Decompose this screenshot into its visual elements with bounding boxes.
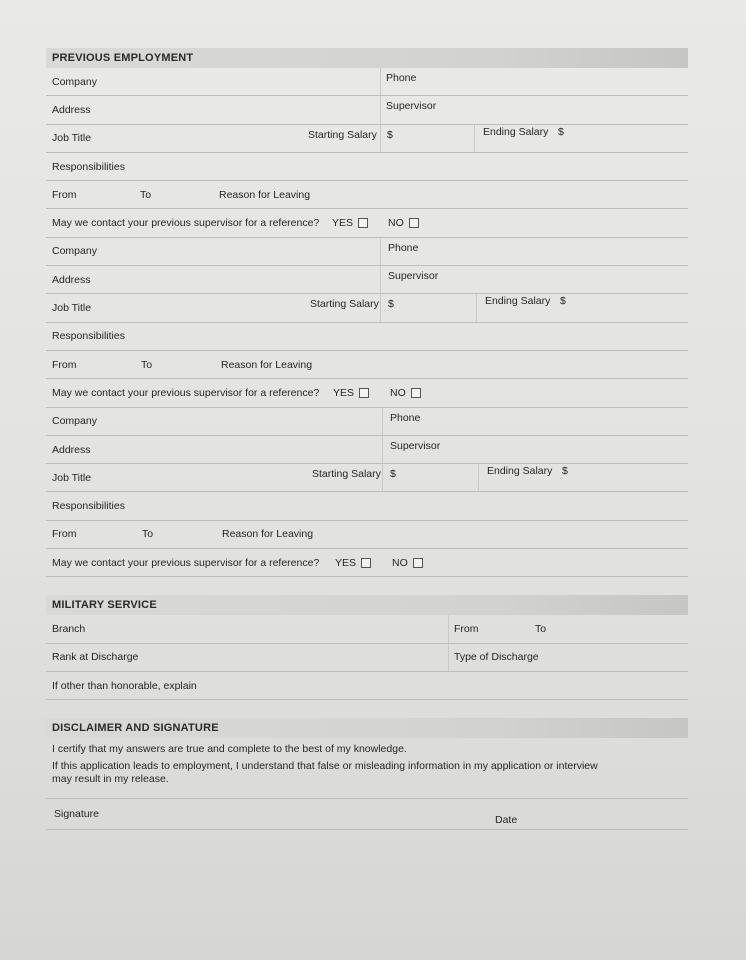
company-field[interactable]: Company <box>52 415 97 428</box>
reason-for-leaving-field[interactable]: Reason for Leaving <box>222 528 314 541</box>
from-field[interactable]: From <box>52 188 77 201</box>
divider <box>474 125 475 152</box>
yes-label: YES <box>335 556 357 569</box>
divider <box>448 615 449 642</box>
yes-label: YES <box>333 386 355 399</box>
employer-block-2 <box>46 238 688 408</box>
contact-question: May we contact your previous supervisor for a reference? <box>52 386 320 399</box>
starting-salary-label: Starting Salary <box>308 128 377 141</box>
date-field[interactable]: Date <box>495 814 518 827</box>
company-row <box>46 408 688 436</box>
starting-salary-field[interactable]: $ <box>390 468 396 481</box>
rank-row <box>46 644 688 672</box>
military-to-field[interactable]: To <box>535 622 547 635</box>
divider <box>382 464 383 491</box>
responsibilities-field[interactable]: Responsibilities <box>52 330 125 343</box>
starting-salary-field[interactable]: $ <box>388 298 394 311</box>
explain-field[interactable]: If other than honorable, explain <box>52 679 197 692</box>
military-from-field[interactable]: From <box>454 622 479 635</box>
company-row <box>46 68 688 96</box>
to-field[interactable]: To <box>141 358 153 371</box>
from-field[interactable]: From <box>52 358 77 371</box>
address-field[interactable]: Address <box>52 273 91 286</box>
divider <box>448 644 449 671</box>
company-field[interactable]: Company <box>52 75 97 88</box>
divider <box>380 125 381 152</box>
responsibilities-row <box>46 153 688 181</box>
phone-field[interactable]: Phone <box>386 72 417 84</box>
contact-row <box>46 379 688 407</box>
no-checkbox[interactable] <box>413 558 423 568</box>
starting-salary-label: Starting Salary <box>312 468 381 481</box>
certify-text: I certify that my answers are true and complete to the best of my knowledge. <box>52 743 407 756</box>
signature-field[interactable]: Signature <box>54 808 99 821</box>
ending-salary-label: Ending Salary <box>485 295 551 308</box>
branch-field[interactable]: Branch <box>52 622 86 635</box>
reason-for-leaving-field[interactable]: Reason for Leaving <box>221 358 313 371</box>
job-title-field[interactable]: Job Title <box>52 132 92 145</box>
no-option[interactable] <box>390 379 421 406</box>
responsibilities-field[interactable]: Responsibilities <box>52 160 125 173</box>
ending-salary-field[interactable]: $ <box>558 125 564 138</box>
divider <box>382 436 383 463</box>
supervisor-field[interactable]: Supervisor <box>388 270 439 283</box>
phone-field[interactable]: Phone <box>388 241 419 254</box>
military-service-header: MILITARY SERVICE <box>46 595 688 615</box>
section-spacer <box>46 700 688 718</box>
no-checkbox[interactable] <box>411 388 421 398</box>
job-title-field[interactable]: Job Title <box>52 302 92 315</box>
to-field[interactable]: To <box>140 188 152 201</box>
dates-row <box>46 351 688 379</box>
address-row <box>46 436 688 464</box>
address-field[interactable]: Address <box>52 103 91 116</box>
branch-row <box>46 615 688 643</box>
employer-block-1 <box>46 68 688 238</box>
no-label: NO <box>392 556 408 569</box>
signature-row <box>46 799 688 830</box>
job-title-row <box>46 464 688 492</box>
release-text-line2: may result in my release. <box>52 773 169 786</box>
supervisor-field[interactable]: Supervisor <box>390 439 441 452</box>
yes-option[interactable] <box>335 549 371 576</box>
starting-salary-field[interactable]: $ <box>387 128 393 141</box>
divider <box>380 68 381 95</box>
contact-question: May we contact your previous supervisor for a reference? <box>52 556 320 569</box>
ending-salary-field[interactable]: $ <box>562 465 568 478</box>
release-text-line1: If this application leads to employment, I understand that false or misleading information in my application or interview <box>52 760 598 773</box>
section-spacer <box>46 577 688 595</box>
contact-row <box>46 209 688 237</box>
starting-salary-label: Starting Salary <box>310 298 379 311</box>
dates-row <box>46 521 688 549</box>
ending-salary-label: Ending Salary <box>483 125 549 138</box>
dates-row <box>46 181 688 209</box>
no-label: NO <box>390 386 406 399</box>
ending-salary-field[interactable]: $ <box>560 295 566 308</box>
disclaimer-divider <box>46 786 688 799</box>
divider <box>380 294 381 321</box>
divider <box>380 266 381 293</box>
job-title-row <box>46 294 688 322</box>
contact-question: May we contact your previous supervisor for a reference? <box>52 217 320 230</box>
yes-checkbox[interactable] <box>361 558 371 568</box>
to-field[interactable]: To <box>142 528 154 541</box>
divider <box>478 464 479 491</box>
yes-option[interactable] <box>332 209 368 236</box>
supervisor-field[interactable]: Supervisor <box>386 100 437 113</box>
responsibilities-field[interactable]: Responsibilities <box>52 500 125 513</box>
no-option[interactable] <box>388 209 419 236</box>
employment-form <box>46 48 688 830</box>
no-checkbox[interactable] <box>409 218 419 228</box>
previous-employment-header: PREVIOUS EMPLOYMENT <box>46 48 688 68</box>
address-row <box>46 266 688 294</box>
address-row <box>46 96 688 124</box>
yes-checkbox[interactable] <box>358 218 368 228</box>
divider <box>382 408 383 435</box>
no-option[interactable] <box>392 549 423 576</box>
no-label: NO <box>388 217 404 230</box>
responsibilities-row <box>46 323 688 351</box>
from-field[interactable]: From <box>52 528 77 541</box>
rank-field[interactable]: Rank at Discharge <box>52 651 139 664</box>
type-of-discharge-field[interactable]: Type of Discharge <box>454 651 539 664</box>
contact-row <box>46 549 688 577</box>
explain-row <box>46 672 688 700</box>
divider <box>380 238 381 265</box>
company-row <box>46 238 688 266</box>
company-field[interactable]: Company <box>52 245 97 258</box>
yes-label: YES <box>332 217 354 230</box>
job-title-row <box>46 125 688 153</box>
yes-option[interactable] <box>333 379 369 406</box>
responsibilities-row <box>46 492 688 520</box>
disclaimer-header: DISCLAIMER AND SIGNATURE <box>46 718 688 738</box>
address-field[interactable]: Address <box>52 443 91 456</box>
divider <box>380 96 381 123</box>
divider <box>476 294 477 321</box>
employer-block-3 <box>46 408 688 578</box>
reason-for-leaving-field[interactable]: Reason for Leaving <box>219 188 311 201</box>
yes-checkbox[interactable] <box>359 388 369 398</box>
job-title-field[interactable]: Job Title <box>52 471 92 484</box>
ending-salary-label: Ending Salary <box>487 465 553 478</box>
phone-field[interactable]: Phone <box>390 411 421 424</box>
